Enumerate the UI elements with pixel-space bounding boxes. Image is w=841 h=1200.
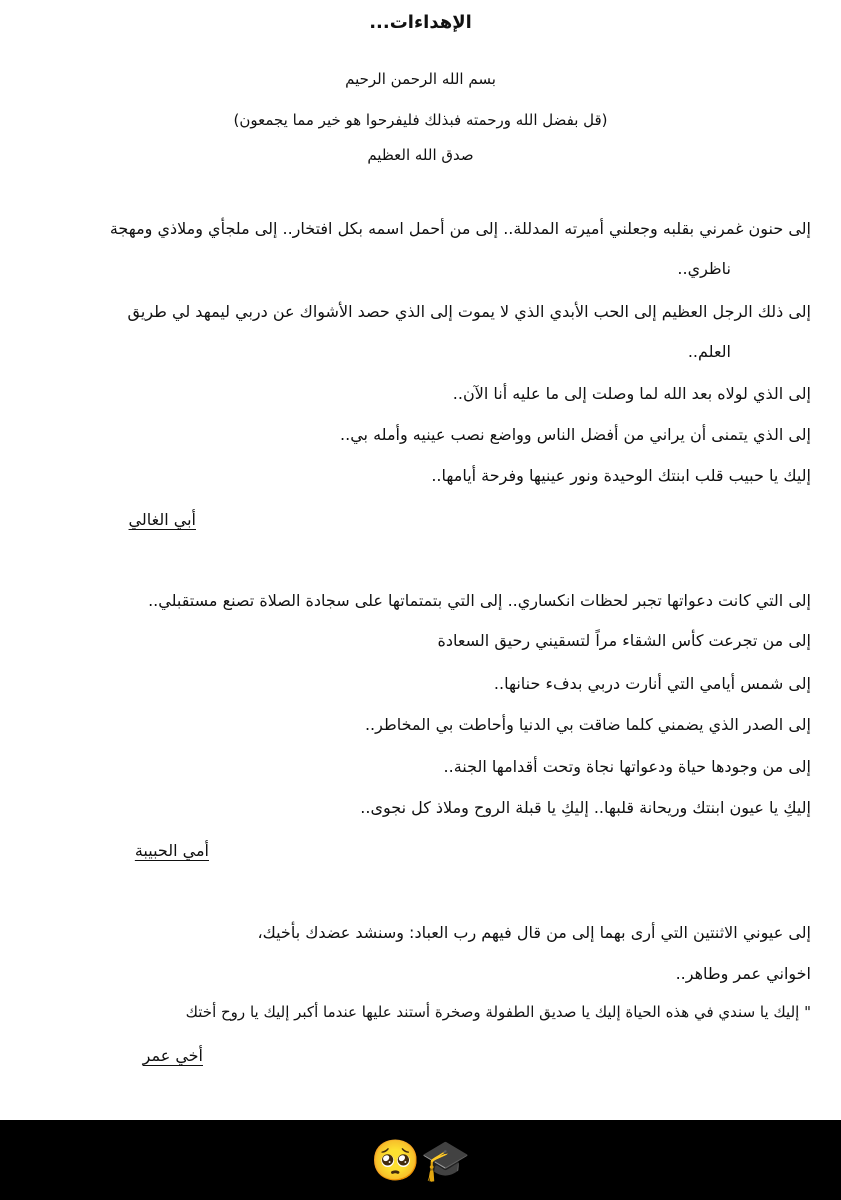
mother-line-6: إليكِ يا عيون ابنتك وريحانة قلبها.. إليكِ يا قبلة الروح وملاذ كل نجوى.. xyxy=(360,798,811,817)
father-line-3: إلى ذلك الرجل العظيم إلى الحب الأبدي الذي لا يموت إلى الذي حصد الأشواك عن دربي ليمهد لي طريق xyxy=(127,302,811,321)
father-line-4: العلم.. xyxy=(687,342,731,361)
father-line-5: إلى الذي لولاه بعد الله لما وصلت إلى ما عليه أنا الآن.. xyxy=(452,384,811,403)
page-title: الإهداءات... xyxy=(369,12,472,33)
father-line-1: إلى حنون غمرني بقلبه وجعلني أميرته المدللة.. إلى من أحمل اسمه بكل افتخار.. إلى ملجأي وملاذي ومهجة xyxy=(109,219,811,238)
brothers-line-2: اخواني عمر وطاهر.. xyxy=(675,964,811,983)
basmala-line: بسم الله الرحمن الرحيم xyxy=(345,70,496,88)
mother-line-5: إلى من وجودها حياة ودعواتها نجاة وتحت أقدامها الجنة.. xyxy=(443,757,811,776)
brothers-line-3: " إليك يا سندي في هذه الحياة إليك يا صديق الطفولة وصخرة أستند عليها عندما أكبر إليك يا روح أختك xyxy=(185,1003,811,1021)
graduation-cap-emoji-icon: 🎓 xyxy=(420,1137,471,1184)
father-line-6: إلى الذي يتمنى أن يراني من أفضل الناس وواضع نصب عينيه وأمله بي.. xyxy=(340,425,811,444)
mother-signature: أمي الحبيبة xyxy=(134,841,209,860)
mother-line-3: إلى شمس أيامي التي أنارت دربي بدفء حنانها.. xyxy=(493,674,811,693)
father-line-2: ناظري.. xyxy=(677,259,731,278)
sadaqa-line: صدق الله العظيم xyxy=(367,146,474,164)
father-signature: أبي الغالي xyxy=(128,510,196,529)
bottom-bar xyxy=(0,1120,841,1200)
father-line-7: إليك يا حبيب قلب ابنتك الوحيدة ونور عينيها وفرحة أيامها.. xyxy=(431,466,811,485)
mother-line-2: إلى من تجرعت كأس الشقاء مراً لتسقيني رحيق السعادة xyxy=(437,631,811,650)
brothers-line-1: إلى عيوني الاثنتين التي أرى بهما إلى من قال فيهم رب العباد: وسنشد عضدك بأخيك، xyxy=(257,923,811,942)
mother-line-1: إلى التي كانت دعواتها تجبر لحظات انكساري.. إلى التي بتمتماتها على سجادة الصلاة تصنع مستقبلي.. xyxy=(148,591,811,610)
pleading-face-emoji-icon: 🥺 xyxy=(370,1137,421,1184)
quran-verse: (قل بفضل الله ورحمته فبذلك فليفرحوا هو خير مما يجمعون) xyxy=(233,111,608,129)
brother-signature: أخي عمر xyxy=(142,1046,203,1065)
mother-line-4: إلى الصدر الذي يضمني كلما ضاقت بي الدنيا وأحاطت بي المخاطر.. xyxy=(364,715,811,734)
